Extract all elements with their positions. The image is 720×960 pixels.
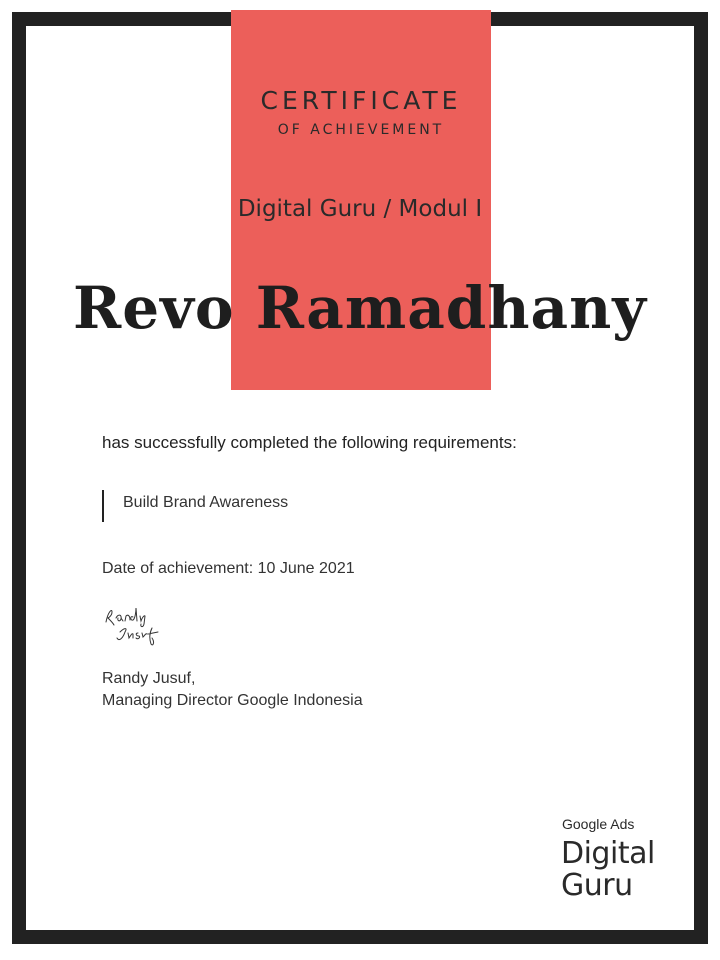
achievement-date: Date of achievement: 10 June 2021 (102, 560, 355, 577)
digital-guru-logo (561, 838, 655, 902)
logo-line-digital: Digital (561, 836, 655, 871)
signature-image (100, 600, 170, 650)
recipient-name: Revo Ramadhany (73, 274, 647, 342)
certificate-subtitle: OF ACHIEVEMENT (277, 122, 445, 138)
logo-line-guru: Guru (561, 868, 633, 903)
course-name: Digital Guru / Modul I (237, 196, 483, 222)
google-ads-logo-text: Google Ads (562, 816, 635, 832)
signer-name: Randy Jusuf, (102, 670, 196, 687)
signer-title: Managing Director Google Indonesia (102, 692, 363, 709)
requirement-item: Build Brand Awareness (102, 490, 288, 522)
certificate-title: CERTIFICATE (260, 86, 462, 115)
completion-statement: has successfully completed the following requirements: (102, 433, 517, 452)
